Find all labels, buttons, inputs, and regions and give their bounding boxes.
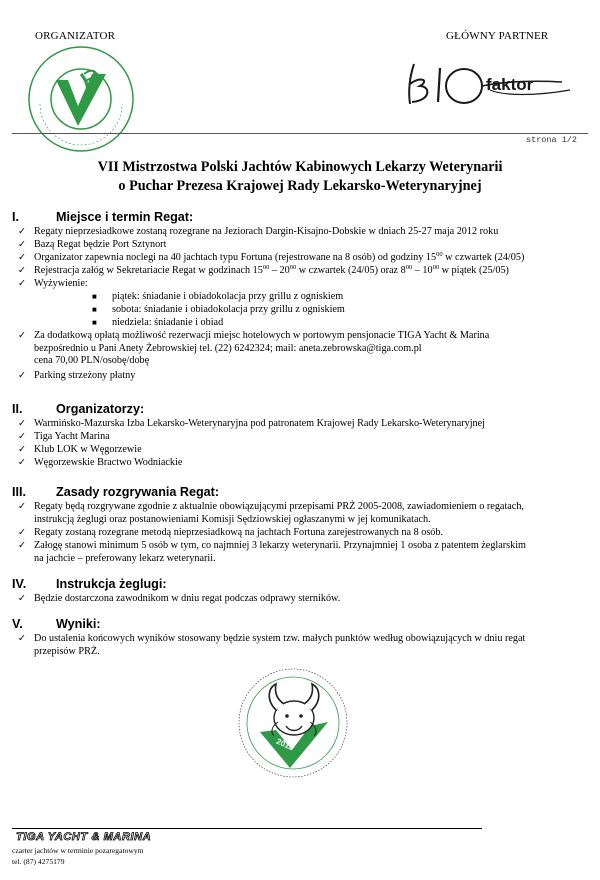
checkmark-icon: ✓ [18, 240, 26, 250]
meal-item: ■ sobota: śniadanie i obiadokolacja przy grillu z ogniskiem [92, 304, 345, 315]
checkmark-icon: ✓ [18, 331, 26, 341]
footer-charter-note: czarter jachtów w terminie pozaregatowym [12, 846, 144, 855]
checkmark-icon: ✓ [18, 458, 26, 468]
meal-item: ■ niedziela: śniadanie i obiad [92, 317, 224, 328]
list-item: ✓ Warmińsko-Mazurska Izba Lekarsko-Weterynaryjna pod patronatem Krajowej Rady Lekarsko-Weterynaryjnej [18, 418, 485, 429]
meal-item: ■ piątek: śniadanie i obiadokolacja przy grillu z ogniskiem [92, 291, 344, 302]
square-bullet-icon: ■ [92, 305, 97, 314]
square-bullet-icon: ■ [92, 292, 97, 301]
checkmark-icon: ✓ [18, 594, 26, 604]
list-item: ✓ Do ustalenia końcowych wyników stosowany będzie system tzw. małych punktów według obowiązujących w dniu regat przepisów PRŻ. [18, 633, 526, 657]
section-4-title: Instrukcja żeglugi: [56, 577, 167, 591]
square-bullet-icon: ■ [92, 318, 97, 327]
checkmark-icon: ✓ [18, 253, 26, 263]
section-2-heading [12, 402, 144, 416]
section-5-heading [12, 617, 101, 631]
regatta-emblem [236, 666, 350, 780]
checkmark-icon: ✓ [18, 279, 26, 289]
list-item: ✓ Regaty nieprzesiadkowe zostaną rozegrane na Jeziorach Dargin-Kisajno-Dobskie w dniach 25-27 maja 2012 roku [18, 226, 499, 237]
section-3-number: III. [12, 485, 26, 499]
checkmark-icon: ✓ [18, 445, 26, 455]
checkmark-icon: ✓ [18, 266, 26, 276]
checkmark-icon: ✓ [18, 432, 26, 442]
checkmark-icon: ✓ [18, 502, 26, 512]
section-2-number: II. [12, 402, 23, 416]
list-item: ✓ Załogę stanowi minimum 5 osób w tym, co najmniej 3 lekarzy weterynarii. Przynajmniej 1 osoba z patentem żeglarskim na jachcie – preferowany lekarz weterynarii. [18, 540, 526, 564]
list-item: ✓ Organizator zapewnia noclegi na 40 jachtach typu Fortuna (rejestrowane na 8 osób) od godziny $15^{00}$ w czwartek (24/05) [18, 251, 525, 263]
list-item: ✓ Węgorzewskie Bractwo Wodniackie [18, 457, 183, 468]
document-title-line2: o Puchar Prezesa Krajowej Rady Lekarsko-Weterynaryjnej [118, 178, 482, 194]
svg-text:faktor: faktor [486, 75, 534, 94]
list-item: ✓ Parking strzeżony płatny [18, 370, 136, 381]
section-1-title: Miejsce i termin Regat: [56, 210, 194, 224]
section-1-number: I. [12, 210, 19, 224]
list-item: ✓ Bazą Regat będzie Port Sztynort [18, 239, 167, 250]
section-2-title: Organizatorzy: [56, 402, 145, 416]
section-4-number: IV. [12, 577, 27, 591]
section-3-heading [12, 485, 219, 499]
checkmark-icon: ✓ [18, 419, 26, 429]
list-item: ✓ Klub LOK w Węgorzewie [18, 444, 142, 455]
list-item: ✓ Rejestracja załóg w Sekretariacie Regat w godzinach $15^{00} - 20^{00}$ w czwartek (24/05) oraz $8^{00} - 10^{00}$ w piątek (25/05) [18, 264, 509, 276]
footer-divider [12, 828, 482, 829]
list-item: ✓ Wyżywienie: [18, 278, 88, 289]
section-3-title: Zasady rozgrywania Regat: [56, 485, 220, 499]
checkmark-icon: ✓ [18, 528, 26, 538]
document-title-line1: VII Mistrzostwa Polski Jachtów Kabinowych Lekarzy Weterynarii [97, 159, 503, 175]
section-4-heading [12, 577, 167, 591]
list-item: ✓ Regaty zostaną rozegrane metodą nieprzesiadkową na jachtach Fortuna zarejestrowanych na 8 osób. [18, 527, 444, 538]
list-item: ✓ Za dodatkową opłatą możliwość rezerwacji miejsc hotelowych w portowym pensjonacie TIGA Yacht & Marina bezpośrednio u Pani Anety Żebrowskiej tel. (22) 6242324; mail: aneta.zebrowska@tiga.com.pl cena 70,00 PLN/osobę/dobę [18, 330, 490, 367]
list-item: ✓ Regaty będą rozgrywane zgodnie z aktualnie obowiązującymi przepisami PRŻ 2005-2008, zawiadomieniem o regatach, instrukcją żeglugi oraz postanowieniami Komisji Sędziowskiej ogłaszanymi w jej komunikatach. [18, 501, 524, 525]
list-item: ✓ Będzie dostarczona zawodnikom w dniu regat podczas odprawy sterników. [18, 593, 341, 604]
header-divider [12, 133, 588, 134]
checkmark-icon: ✓ [18, 227, 26, 237]
section-5-number: V. [12, 617, 23, 631]
partner-label: GŁÓWNY PARTNER [446, 30, 549, 42]
page-number: strona 1/2 [526, 135, 578, 145]
section-1-heading [12, 210, 193, 224]
emblem-year: 2012 [274, 736, 295, 753]
section-5-title: Wyniki: [56, 617, 101, 631]
checkmark-icon: ✓ [18, 634, 26, 644]
footer-phone: tel. (87) 4275179 [12, 857, 65, 866]
checkmark-icon: ✓ [18, 541, 26, 551]
footer-brand: TIGA YACHT & MARINA [16, 831, 152, 843]
list-item: ✓ Tiga Yacht Marina [18, 431, 110, 442]
bison-emblem-icon [236, 666, 350, 780]
organizer-label: ORGANIZATOR [35, 30, 116, 42]
checkmark-icon: ✓ [18, 371, 26, 381]
